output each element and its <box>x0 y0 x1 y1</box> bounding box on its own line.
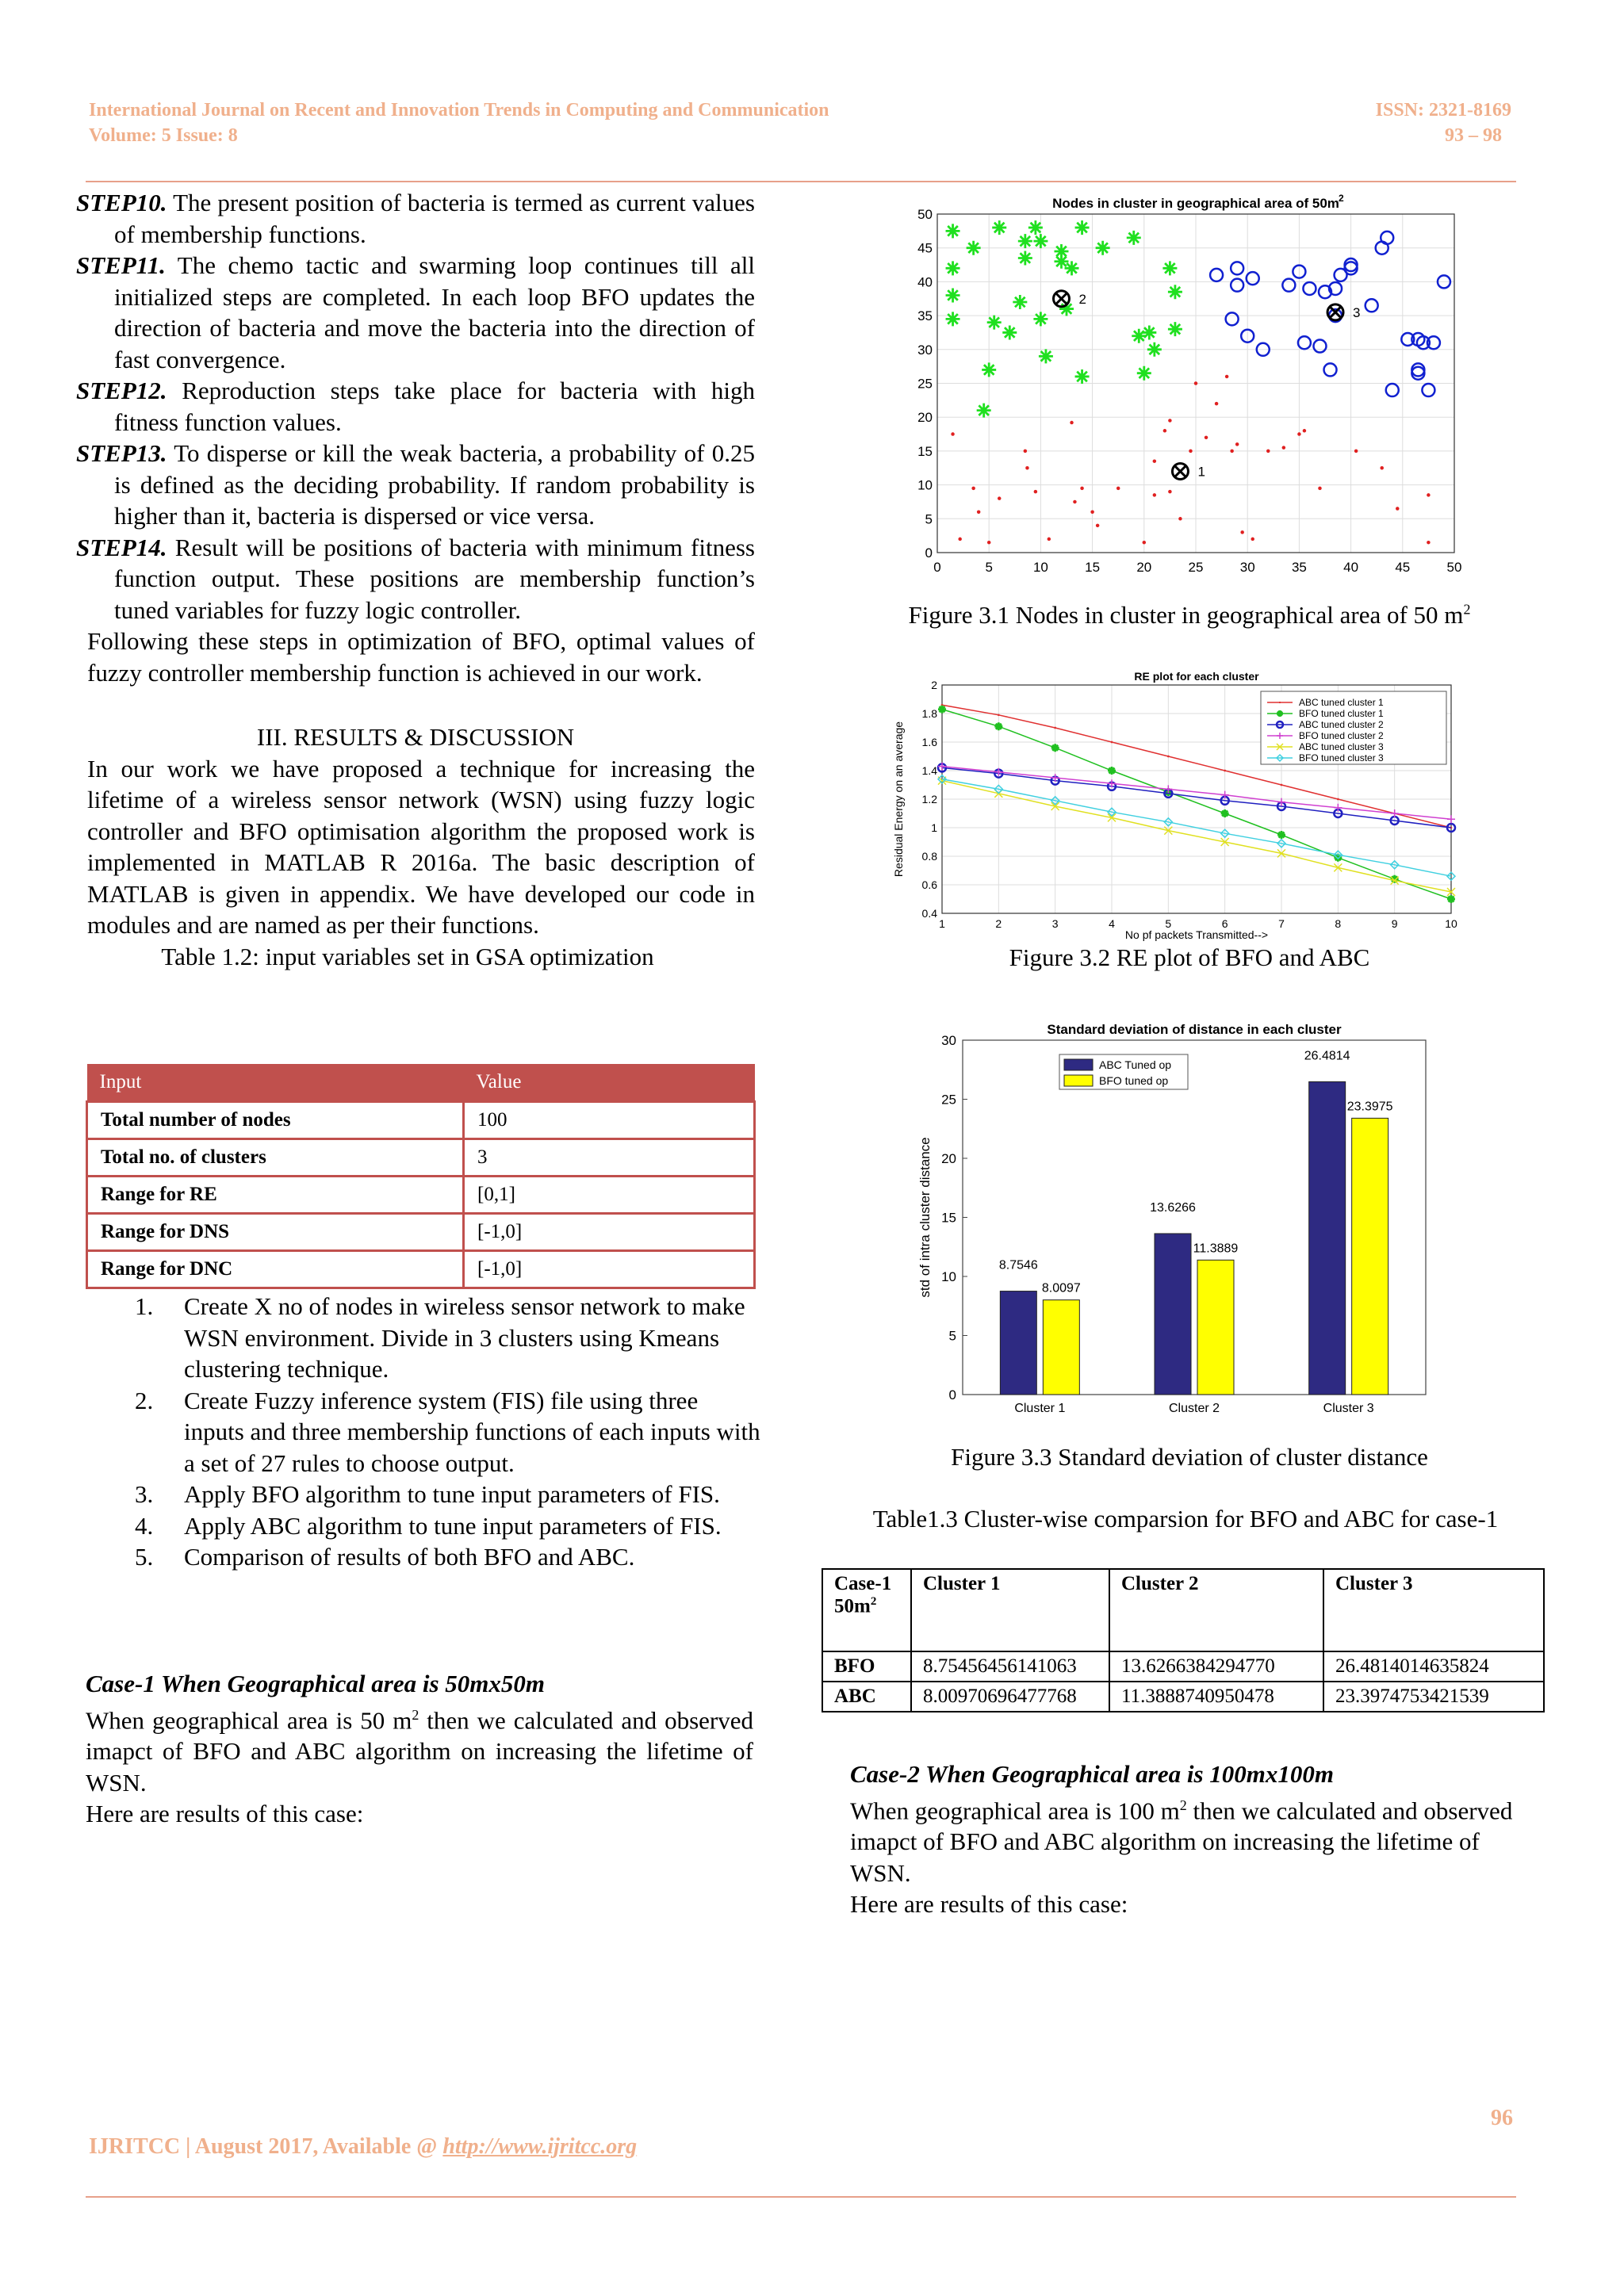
data-point <box>998 714 1000 716</box>
footer-label: IJRITCC | August 2017, Available @ <box>89 2134 443 2159</box>
y-tick-label: 25 <box>917 376 933 392</box>
x-tick-label: 5 <box>1165 917 1172 930</box>
list-item <box>135 1479 761 1510</box>
x-tick-label: 25 <box>1188 560 1204 575</box>
chart-title-sup: 2 <box>1339 193 1344 204</box>
bar <box>1197 1260 1234 1395</box>
list-number: 1. <box>135 1292 154 1320</box>
data-point <box>1168 490 1172 494</box>
data-point <box>1282 446 1286 450</box>
step-item <box>76 438 755 532</box>
data-point <box>1205 436 1208 440</box>
bar <box>1352 1118 1388 1395</box>
figure-3-1-caption <box>841 601 1538 629</box>
footer-rule <box>86 2196 1516 2198</box>
data-point <box>1167 756 1170 758</box>
bar <box>1309 1081 1346 1395</box>
step-label: STEP11. <box>76 251 166 279</box>
table2-header-c1: Cluster 1 <box>911 1569 1109 1651</box>
procedure-list <box>135 1291 761 1573</box>
y-tick-label: 0 <box>948 1387 956 1402</box>
case2-text-b: then we calculated and observed imapct of BFO and ABC algorithm on increasing the lifetime of WSN. <box>850 1796 1513 1887</box>
x-tick-label: 2 <box>995 917 1002 930</box>
case1-tail: Here are results of this case: <box>86 1800 364 1828</box>
y-tick-label: 1.4 <box>921 764 937 777</box>
step-item <box>76 532 755 626</box>
table-row <box>822 1651 1544 1682</box>
step-label: STEP10. <box>76 189 167 216</box>
list-text: Apply ABC algorithm to tune input parameters of FIS. <box>184 1511 722 1540</box>
data-point <box>1337 798 1339 801</box>
x-tick-label: 10 <box>1445 917 1457 930</box>
table-row-label: BFO <box>822 1651 911 1682</box>
table-cell: 8.00970696477768 <box>911 1682 1109 1712</box>
table1-header-input: Input <box>87 1064 464 1102</box>
y-tick-label: 30 <box>917 342 933 358</box>
legend-label: BFO tuned cluster 2 <box>1299 730 1384 741</box>
case2-sup: 2 <box>1179 1797 1187 1813</box>
cluster-head-label: 3 <box>1353 304 1361 320</box>
data-point <box>1111 741 1113 744</box>
list-number: 4. <box>135 1511 154 1540</box>
table2-case-sup: 2 <box>870 1595 877 1608</box>
bar-value-label: 23.3975 <box>1346 1100 1393 1114</box>
step-item <box>76 375 755 438</box>
x-tick-label: 4 <box>1109 917 1115 930</box>
y-tick-label: 20 <box>941 1151 956 1166</box>
journal-volume: Volume: 5 Issue: 8 <box>89 125 238 146</box>
table-cell-value: [-1,0] <box>464 1214 755 1251</box>
y-tick-label: 0.4 <box>921 907 937 920</box>
section-heading: III. RESULTS & DISCUSSION <box>256 723 575 751</box>
list-text: Create Fuzzy inference system (FIS) file using three inputs and three membership functions of each inputs with a set of 27 rules to choose output. <box>184 1386 760 1477</box>
x-tick-label: Cluster 3 <box>1323 1402 1374 1415</box>
data-point <box>1090 511 1094 515</box>
list-text: Create X no of nodes in wireless sensor network to make WSN environment. Divide in 3 clusters using Kmeans clustering technique. <box>184 1292 745 1383</box>
x-tick-label: Cluster 1 <box>1014 1402 1066 1415</box>
table-row-label: ABC <box>822 1682 911 1712</box>
bar <box>1000 1292 1036 1395</box>
bar-value-label: 26.4814 <box>1304 1049 1350 1063</box>
data-point <box>1380 466 1384 470</box>
case2-tail: Here are results of this case: <box>850 1890 1128 1919</box>
list-number: 2. <box>135 1386 154 1414</box>
cluster-head-label: 2 <box>1078 291 1086 307</box>
step-label: STEP12. <box>76 377 167 404</box>
list-number: 3. <box>135 1480 154 1508</box>
figure-3-2-caption: Figure 3.2 RE plot of BFO and ABC <box>1009 943 1370 971</box>
data-point <box>1080 487 1084 491</box>
data-point <box>1447 895 1455 903</box>
cluster-comparison-table <box>822 1568 1545 1712</box>
data-point <box>1048 538 1051 541</box>
list-item <box>135 1291 761 1385</box>
table2-case-label: Case-1 <box>834 1573 892 1594</box>
data-point <box>1277 831 1285 839</box>
y-tick-label: 10 <box>941 1269 956 1284</box>
x-tick-label: 40 <box>1343 560 1359 575</box>
step-label: STEP14. <box>76 533 167 561</box>
data-point <box>1266 450 1270 453</box>
header-rule <box>86 181 1516 182</box>
bar-value-label: 13.6266 <box>1150 1200 1196 1215</box>
y-tick-label: 25 <box>941 1092 956 1108</box>
input-variables-table <box>86 1064 756 1289</box>
cluster-head-label: 1 <box>1197 464 1205 480</box>
case2-text <box>850 1790 1524 1889</box>
page-number: 96 <box>1491 2106 1513 2130</box>
table-row <box>87 1251 755 1288</box>
step-text: Reproduction steps take place for bacteria with high fitness function values. <box>114 377 755 436</box>
table-cell: 26.4814014635824 <box>1323 1651 1544 1682</box>
table2-caption: Table1.3 Cluster-wise comparsion for BFO and ABC for case-1 <box>872 1505 1499 1533</box>
y-tick-label: 35 <box>917 308 933 324</box>
data-point <box>1303 429 1307 433</box>
y-tick-label: 0 <box>925 545 933 561</box>
y-axis-label: std of intra cluster distance <box>917 1137 933 1298</box>
figure-3-2-line <box>856 666 1491 951</box>
data-point <box>1153 459 1157 463</box>
data-point <box>1116 487 1120 491</box>
data-point <box>1396 507 1400 511</box>
journal-pages: 93 – 98 <box>1445 125 1502 146</box>
x-tick-label: 20 <box>1136 560 1152 575</box>
data-point <box>1073 500 1077 504</box>
y-tick-label: 15 <box>917 443 933 459</box>
x-tick-label: 3 <box>1051 917 1059 930</box>
journal-link[interactable]: http://www.ijritcc.org <box>442 2134 638 2159</box>
journal-title: International Journal on Recent and Innovation Trends in Computing and Communication <box>89 100 829 121</box>
list-item <box>135 1385 761 1479</box>
case1-heading: Case-1 When Geographical area is 50mx50m <box>86 1670 545 1697</box>
legend-label: BFO tuned op <box>1099 1074 1169 1087</box>
y-tick-label: 30 <box>941 1033 956 1048</box>
data-point <box>987 541 991 545</box>
chart-title: Standard deviation of distance in each cluster <box>1047 1022 1342 1037</box>
legend-swatch <box>1064 1075 1093 1086</box>
y-axis-label: Residual Energy on an average <box>892 721 905 878</box>
data-point <box>1194 381 1198 385</box>
y-tick-label: 50 <box>917 207 933 222</box>
data-point <box>1143 541 1147 545</box>
case1-text-b: then we calculated and observed imapct of BFO and ABC algorithm on increasing the lifetime of WSN. <box>86 1705 753 1797</box>
table-row <box>87 1102 755 1139</box>
data-point <box>1096 524 1100 528</box>
x-tick-label: 35 <box>1291 560 1307 575</box>
legend-label: BFO tuned cluster 1 <box>1299 708 1384 719</box>
table-cell: 13.6266384294770 <box>1109 1651 1323 1682</box>
data-point <box>1054 727 1056 729</box>
table1-caption: Table 1.2: input variables set in GSA optimization <box>161 942 654 970</box>
list-item <box>135 1541 761 1573</box>
table-row <box>87 1177 755 1214</box>
data-point <box>1070 421 1074 425</box>
fig1-caption-sup: 2 <box>1463 601 1471 618</box>
x-tick-label: 1 <box>939 917 945 930</box>
table-cell-input: Total number of nodes <box>87 1102 464 1139</box>
legend-label: ABC tuned cluster 1 <box>1299 697 1384 708</box>
table-cell-input: Total no. of clusters <box>87 1139 464 1177</box>
table-cell-value: 100 <box>464 1102 755 1139</box>
y-tick-label: 1 <box>931 821 937 834</box>
table-cell-value: [-1,0] <box>464 1251 755 1288</box>
y-tick-label: 2 <box>931 679 937 691</box>
table-cell-input: Range for RE <box>87 1177 464 1214</box>
case2-text-a: When geographical area is 100 m <box>850 1796 1180 1824</box>
bar-value-label: 8.0097 <box>1041 1281 1081 1295</box>
data-point <box>1235 442 1239 446</box>
case1-sup: 2 <box>412 1706 419 1723</box>
y-tick-label: 0.8 <box>921 850 937 863</box>
table-cell-value: [0,1] <box>464 1177 755 1214</box>
list-text: Comparison of results of both BFO and ABC. <box>184 1543 635 1571</box>
step-text: To disperse or kill the weak bacteria, a probability of 0.25 is defined as the deciding probability. If random probability is higher than it, bacteria is dispersed or vice versa. <box>114 439 755 530</box>
table-cell-input: Range for DNS <box>87 1214 464 1251</box>
chart-title: Nodes in cluster in geographical area of 50m <box>1052 196 1339 211</box>
data-point <box>1224 770 1226 772</box>
data-point <box>1168 419 1172 423</box>
data-point <box>1240 530 1244 534</box>
case1-text-a: When geographical area is 50 m <box>86 1705 412 1734</box>
data-point <box>1024 450 1028 453</box>
table2-case-area: 50m <box>834 1595 871 1617</box>
x-tick-label: 15 <box>1085 560 1101 575</box>
step-text: The present position of bacteria is termed as current values of membership functions. <box>114 189 755 248</box>
table-row <box>87 1139 755 1177</box>
x-tick-label: 45 <box>1395 560 1411 575</box>
y-tick-label: 5 <box>925 511 933 527</box>
x-tick-label: 0 <box>933 560 941 575</box>
y-tick-label: 1.6 <box>921 736 937 748</box>
legend-label: ABC Tuned op <box>1099 1058 1172 1071</box>
list-number: 5. <box>135 1543 154 1571</box>
data-point <box>998 496 1002 500</box>
legend-label: BFO tuned cluster 3 <box>1299 752 1384 763</box>
y-tick-label: 1.8 <box>921 707 937 720</box>
bar <box>1155 1234 1191 1395</box>
table-cell-input: Range for DNC <box>87 1251 464 1288</box>
bar <box>1043 1300 1079 1395</box>
y-tick-label: 15 <box>941 1210 956 1226</box>
data-point <box>1225 375 1229 379</box>
table-cell: 23.3974753421539 <box>1323 1682 1544 1712</box>
data-point <box>1215 402 1219 406</box>
data-point <box>971 487 975 491</box>
chart-title: RE plot for each cluster <box>1134 670 1259 683</box>
data-point <box>1427 541 1431 545</box>
data-point <box>1108 767 1116 775</box>
step-list <box>76 187 755 626</box>
list-item <box>135 1510 761 1542</box>
step-item <box>76 187 755 250</box>
data-point <box>1153 493 1157 497</box>
table-cell-value: 3 <box>464 1139 755 1177</box>
x-axis-label: No pf packets Transmitted--> <box>1124 928 1269 941</box>
y-tick-label: 10 <box>917 477 933 493</box>
case1-text <box>86 1700 753 1799</box>
x-tick-label: 6 <box>1221 917 1228 930</box>
figure-3-3-caption: Figure 3.3 Standard deviation of cluster distance <box>951 1443 1428 1471</box>
x-tick-label: 10 <box>1032 560 1048 575</box>
data-point <box>958 538 962 541</box>
table1-header-value: Value <box>464 1064 755 1102</box>
data-point <box>1251 538 1254 541</box>
fig1-caption-text: Figure 3.1 Nodes in cluster in geographical area of 50 m <box>908 601 1464 629</box>
x-tick-label: 5 <box>985 560 993 575</box>
x-tick-label: 9 <box>1391 917 1398 930</box>
figure-3-1-scatter <box>896 190 1467 587</box>
table2-header-c3: Cluster 3 <box>1323 1569 1544 1651</box>
footer-text <box>89 2134 637 2160</box>
bar-value-label: 11.3889 <box>1193 1242 1239 1256</box>
journal-issn: ISSN: 2321-8169 <box>1375 100 1511 121</box>
table-cell: 8.75456456141063 <box>911 1651 1109 1682</box>
table2-header-c2: Cluster 2 <box>1109 1569 1323 1651</box>
x-tick-label: 8 <box>1335 917 1342 930</box>
left-column <box>76 187 755 972</box>
bar-value-label: 8.7546 <box>998 1258 1038 1272</box>
table-row <box>87 1214 755 1251</box>
y-tick-label: 5 <box>948 1328 956 1344</box>
data-point <box>1163 429 1167 433</box>
data-point <box>1034 490 1038 494</box>
x-tick-label: 7 <box>1278 917 1285 930</box>
legend-label: ABC tuned cluster 3 <box>1299 741 1384 752</box>
data-point <box>1427 493 1431 497</box>
data-point <box>977 511 981 515</box>
x-tick-label: Cluster 2 <box>1168 1402 1220 1415</box>
y-tick-label: 1.2 <box>921 793 937 806</box>
step-text: The chemo tactic and swarming loop continues till all initialized steps are completed. In each loop BFO updates the direction of bacteria and move the bacteria into the direction of fast convergence. <box>114 251 755 373</box>
data-point <box>951 432 955 436</box>
y-tick-label: 40 <box>917 274 933 290</box>
data-point <box>1318 487 1322 491</box>
case2-heading: Case-2 When Geographical area is 100mx100m <box>850 1760 1334 1788</box>
x-tick-label: 50 <box>1446 560 1462 575</box>
steps-conclusion: Following these steps in optimization of BFO, optimal values of fuzzy controller membership function is achieved in our work. <box>87 627 755 687</box>
section-text: In our work we have proposed a technique for increasing the lifetime of a wireless sensor network (WSN) using fuzzy logic controller and BFO optimisation algorithm the proposed work is implemented in MATLAB R 2016a. The basic description of MATLAB is given in appendix. We have developed our code in modules and are named as per their functions. <box>87 754 755 939</box>
step-text: Result will be positions of bacteria with minimum fitness function output. These positions are membership function’s tuned variables for fuzzy logic controller. <box>114 533 755 624</box>
legend-label: ABC tuned cluster 2 <box>1299 719 1384 730</box>
data-point <box>1178 517 1182 521</box>
data-point <box>1354 450 1358 453</box>
data-point <box>1230 450 1234 453</box>
x-tick-label: 30 <box>1239 560 1255 575</box>
data-point <box>1189 450 1193 453</box>
legend-swatch <box>1064 1059 1093 1070</box>
table-cell: 11.3888740950478 <box>1109 1682 1323 1712</box>
y-tick-label: 45 <box>917 240 933 256</box>
data-point <box>1281 784 1283 786</box>
case2-block <box>850 1758 1524 1920</box>
data-point <box>1279 702 1281 703</box>
data-point <box>1297 432 1301 436</box>
table-row <box>822 1682 1544 1712</box>
step-item <box>76 250 755 375</box>
y-tick-label: 0.6 <box>921 878 937 891</box>
table2-case-cell <box>822 1569 911 1651</box>
data-point <box>1025 466 1029 470</box>
case1-block <box>86 1668 753 1830</box>
step-label: STEP13. <box>76 439 167 467</box>
figure-3-3-bar <box>904 1015 1459 1427</box>
list-text: Apply BFO algorithm to tune input parameters of FIS. <box>184 1480 720 1508</box>
y-tick-label: 20 <box>917 410 933 426</box>
